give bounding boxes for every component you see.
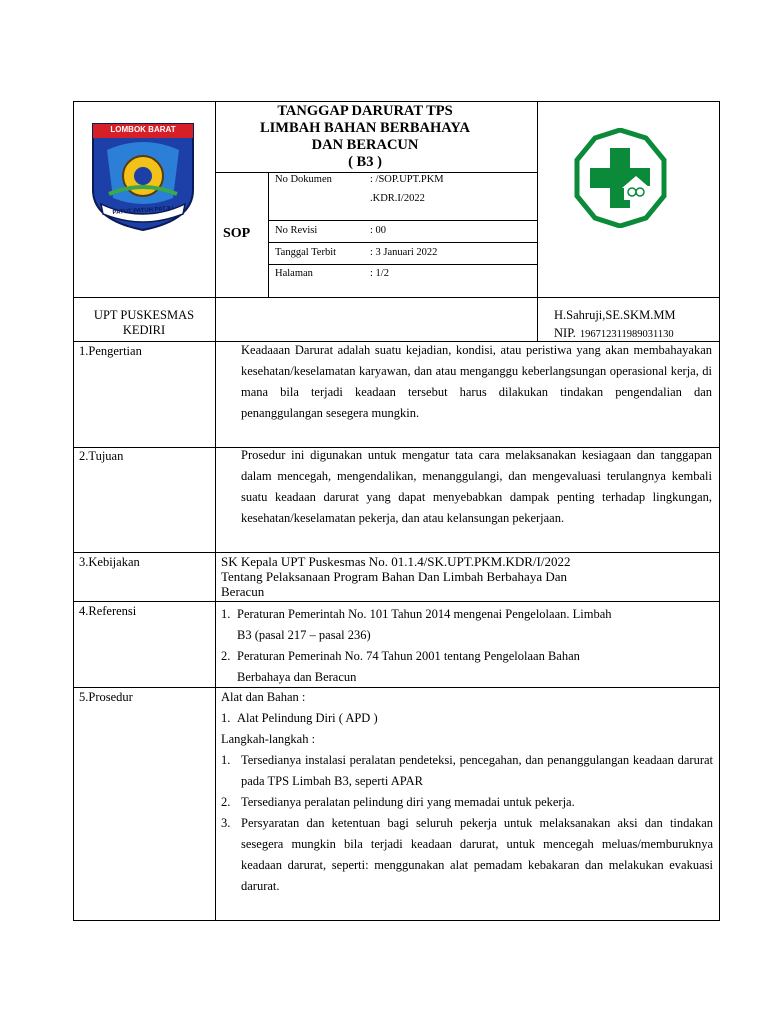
list-text: Peraturan Pemerintah No. 101 Tahun 2014 mengenai Pengelolaan. Limbah	[237, 607, 612, 621]
divider	[73, 552, 720, 553]
issue-date-value: : 3 Januari 2022	[370, 247, 438, 258]
section-label-kebijakan: 3.Kebijakan	[79, 555, 140, 569]
unit-name	[73, 308, 215, 338]
list-item	[221, 813, 713, 897]
unit-line: UPT PUSKESMAS	[93, 308, 195, 322]
divider	[537, 101, 538, 298]
doc-number-value-cont: .KDR.I/2022	[370, 193, 425, 204]
section-text-pengertian	[241, 340, 712, 424]
list-item	[221, 792, 713, 813]
title-line: TANGGAP DARURAT TPS	[277, 103, 453, 119]
unit-line: KEDIRI	[122, 323, 166, 337]
nip-value: 196712311989031130	[579, 329, 674, 340]
list-text: Alat Pelindung Diri ( APD )	[237, 711, 378, 725]
list-number: 3.	[221, 816, 231, 830]
list-number: 1.	[221, 753, 231, 767]
nip-label: NIP.	[554, 326, 576, 340]
puskesmas-logo	[568, 128, 673, 228]
kebijakan-line: SK Kepala UPT Puskesmas No. 01.1.4/SK.UPT.PKM.KDR/I/2022	[221, 554, 571, 569]
revision-value: : 00	[370, 225, 387, 236]
kebijakan-line: Beracun	[221, 584, 265, 599]
doc-number-value: : /SOP.UPT.PKM	[370, 174, 444, 185]
list-number: 1.	[221, 711, 231, 725]
logo-label: LOMBOK BARAT	[110, 125, 176, 134]
list-text: Peraturan Pemerinah No. 74 Tahun 2001 tentang Pengelolaan Bahan	[237, 649, 580, 663]
sop-label: SOP	[223, 226, 251, 241]
revision-label: No Revisi	[275, 225, 318, 236]
divider	[537, 297, 538, 342]
divider	[73, 687, 720, 688]
list-text: B3 (pasal 217 – pasal 236)	[237, 628, 371, 642]
divider	[215, 172, 537, 173]
section-label-prosedur: 5.Prosedur	[79, 690, 133, 704]
issue-date-label: Tanggal Terbit	[275, 247, 337, 258]
alat-item	[221, 711, 378, 726]
title-line: ( B3 )	[348, 154, 382, 170]
section-text-kebijakan	[221, 554, 570, 599]
section-label-tujuan: 2.Tujuan	[79, 449, 124, 463]
title-line: LIMBAH BAHAN BERBAHAYA	[259, 120, 471, 136]
divider	[268, 220, 537, 221]
list-item	[221, 750, 713, 792]
doc-number-label: No Dokumen	[275, 174, 332, 185]
divider	[268, 264, 537, 265]
document-title	[215, 103, 515, 171]
list-text: Tersedianya instalasi peralatan pendeteksi, pencegahan, dan penanggulangan keadaan darurat pada TPS Limbah B3, seperti APAR	[241, 753, 713, 788]
pengertian-paragraph: Keadaaan Darurat adalah suatu kejadian, kondisi, atau peristiwa yang akan membahayakan kesehatan/keselamatan karyawan, dan atau menganggu keberlangsungan operasional kerja, di mana bila terjadi keadaan tersebut harus dilakukan tindakan pengendalian dan penanggulangan sesegera mungkin.	[241, 343, 712, 420]
list-text: Berbahaya dan Beracun	[237, 670, 357, 684]
divider	[268, 242, 537, 243]
list-number: 1.	[221, 607, 231, 621]
list-text: Tersedianya peralatan pelindung diri yang memadai untuk pekerja.	[241, 795, 575, 809]
alat-heading: Alat dan Bahan :	[221, 690, 306, 704]
divider	[268, 172, 269, 298]
page-value: : 1/2	[370, 268, 389, 279]
divider	[215, 341, 216, 921]
kebijakan-line: Tentang Pelaksanaan Program Bahan Dan Limbah Berbahaya Dan	[221, 569, 567, 584]
signer-name: H.Sahruji,SE.SKM.MM	[554, 308, 676, 322]
list-number: 2.	[221, 795, 231, 809]
tujuan-paragraph: Prosedur ini digunakan untuk mengatur tata cara melaksanakan kesiagaan dan tanggapan dalam mencegah, mengendalikan, menanggulangi, dan mengevaluasi terulangnya kembali suatu keadaan darurat yang dapat menyebabkan dampak penting terhadap lingkungan, kesehatan/keselamatan pekerja, dan atau kelansungan pekerjaan.	[241, 448, 712, 525]
logo-motto: PATUT PATUH PATJU	[112, 205, 174, 217]
page-label: Halaman	[275, 268, 313, 279]
section-label-referensi: 4.Referensi	[79, 604, 137, 618]
langkah-list	[221, 750, 713, 897]
section-label-pengertian: 1.Pengertian	[79, 344, 142, 358]
title-line: DAN BERACUN	[311, 137, 419, 153]
list-number: 2.	[221, 649, 231, 663]
langkah-heading: Langkah-langkah :	[221, 732, 316, 746]
lombok-barat-logo	[87, 120, 199, 232]
section-text-tujuan	[241, 445, 712, 529]
divider	[73, 601, 720, 602]
list-text: Persyaratan dan ketentuan bagi seluruh pekerja untuk melaksanakan aksi dan tindakan sesegera mungkin bila terjadi keadaan darurat, untuk mencegah meluas/memburuknya keadaan darurat, seperti: menggunakan alat pemadam kebakaran dan melakukan evakuasi darurat.	[241, 816, 713, 893]
